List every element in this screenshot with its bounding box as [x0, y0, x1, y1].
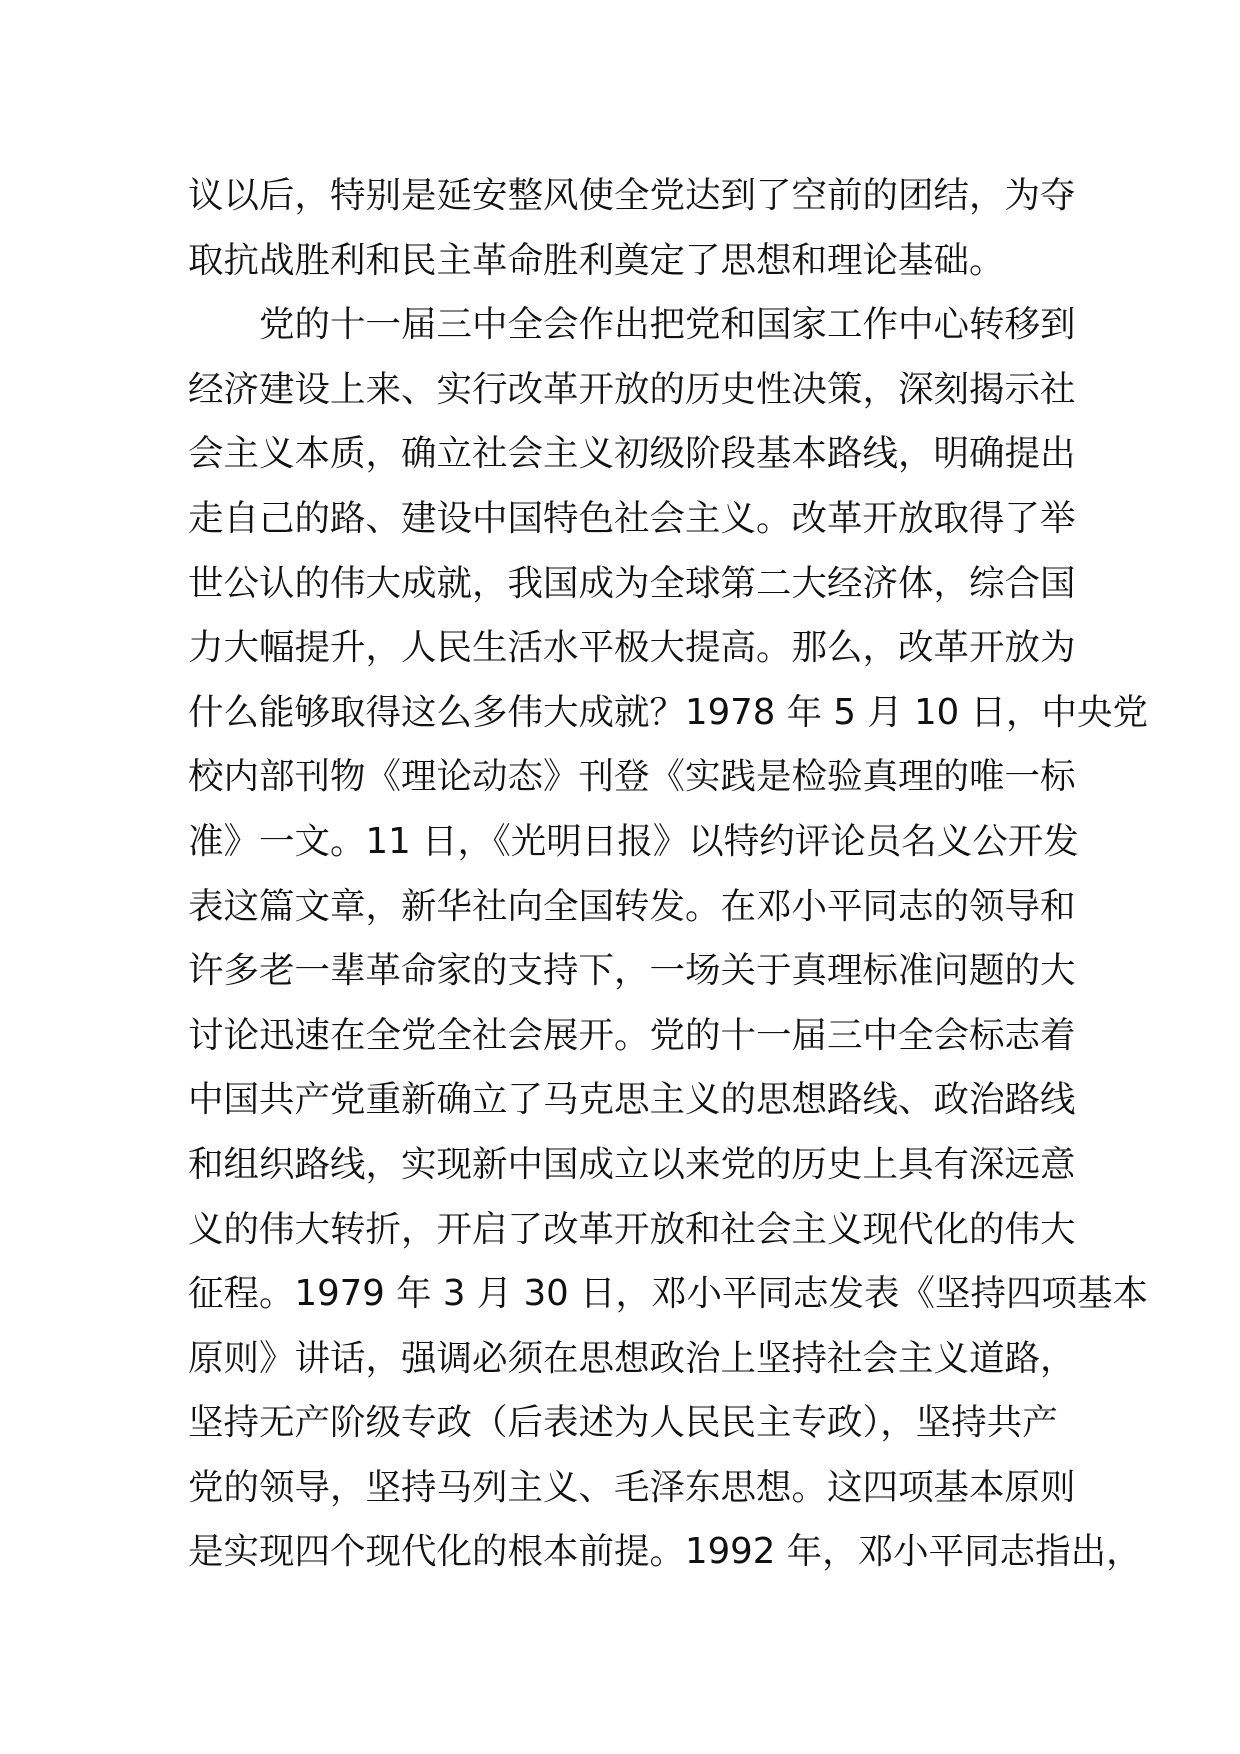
text-line-9: 什么能够取得这么多伟大成就？1978 年 5 月 10 日，中央党	[188, 691, 1149, 733]
text-line-17: 义的伟大转折，开启了改革开放和社会主义现代化的伟大	[188, 1208, 1076, 1250]
text-line-18: 征程。1979 年 3 月 30 日，邓小平同志发表《坚持四项基本	[188, 1273, 1149, 1315]
text-line-4: 经济建设上来、实行改革开放的历史性决策，深刻揭示社	[188, 368, 1076, 410]
text-line-14: 讨论迅速在全党全社会展开。党的十一届三中全会标志着	[188, 1014, 1076, 1056]
text-line-16: 和组织路线，实现新中国成立以来党的历史上具有深远意	[188, 1143, 1076, 1185]
text-line-2: 取抗战胜利和民主革命胜利奠定了思想和理论基础。	[188, 239, 1005, 281]
text-line-22: 是实现四个现代化的根本前提。1992 年，邓小平同志指出，	[188, 1531, 1142, 1573]
text-line-20: 坚持无产阶级专政（后表述为人民民主专政），坚持共产	[188, 1402, 1058, 1444]
text-line-5: 会主义本质，确立社会主义初级阶段基本路线，明确提出	[188, 433, 1076, 475]
text-line-13: 许多老一辈革命家的支持下，一场关于真理标准问题的大	[188, 950, 1076, 992]
text-line-11: 准》一文。11 日，《光明日报》以特约评论员名义公开发	[188, 820, 1079, 862]
paragraph-start-line: 党的十一届三中全会作出把党和国家工作中心转移到	[188, 304, 1076, 346]
text-line-15: 中国共产党重新确立了马克思主义的思想路线、政治路线	[188, 1079, 1076, 1121]
text-line-10: 校内部刊物《理论动态》刊登《实践是检验真理的唯一标	[188, 756, 1076, 798]
text-line-8: 力大幅提升，人民生活水平极大提高。那么，改革开放为	[188, 627, 1076, 669]
text-line-1: 议以后，特别是延安整风使全党达到了空前的团结，为夺	[188, 175, 1076, 216]
text-line-7: 世公认的伟大成就，我国成为全球第二大经济体，综合国	[188, 562, 1076, 604]
text-line-21: 党的领导，坚持马列主义、毛泽东思想。这四项基本原则	[188, 1466, 1076, 1508]
text-line-19: 原则》讲话，强调必须在思想政治上坚持社会主义道路，	[188, 1337, 1076, 1379]
text-line-12: 表这篇文章，新华社向全国转发。在邓小平同志的领导和	[188, 885, 1076, 927]
body-text	[188, 164, 1149, 1585]
text-line-6: 走自己的路、建设中国特色社会主义。改革开放取得了举	[188, 497, 1076, 539]
